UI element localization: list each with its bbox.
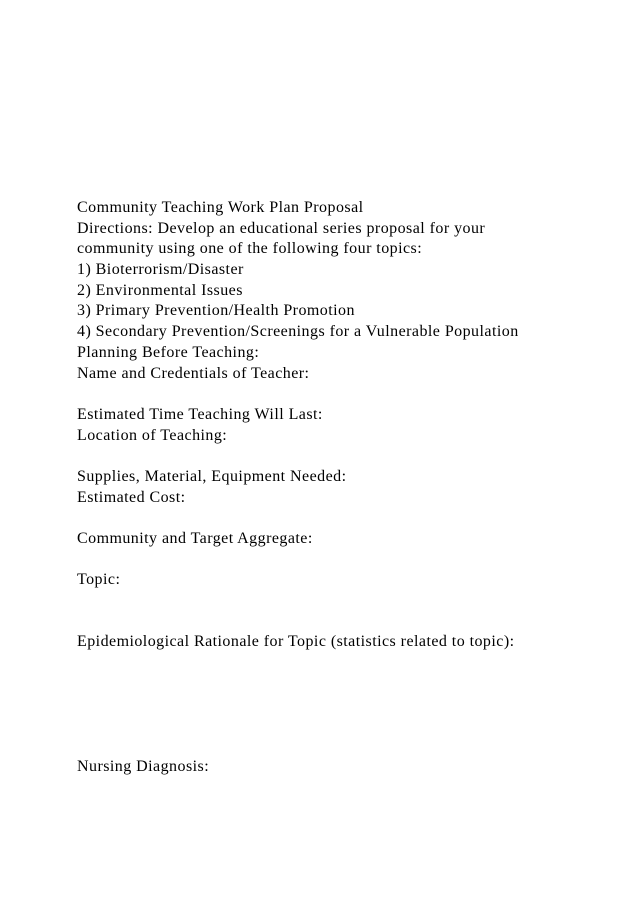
topic-option-3: 3) Primary Prevention/Health Promotion [77, 302, 355, 320]
spacer [77, 591, 617, 632]
document-body [77, 198, 617, 777]
field-cost-label: Estimated Cost: [77, 488, 186, 506]
directions-line-1: Directions: Develop an educational series proposal for your [77, 219, 486, 237]
field-community-label: Community and Target Aggregate: [77, 530, 313, 547]
spacer [77, 508, 617, 529]
field-time-label: Estimated Time Teaching Will Last: [77, 405, 323, 423]
field-nursing-diagnosis-label: Nursing Diagnosis: [77, 757, 210, 775]
spacer [77, 550, 617, 571]
spacer [77, 446, 617, 467]
field-supplies-label: Supplies, Material, Equipment Needed: [77, 467, 347, 485]
field-topic-label: Topic: [77, 571, 121, 589]
field-rationale-label: Epidemiological Rationale for Topic (statistics related to topic): [77, 633, 515, 651]
spacer [77, 653, 617, 757]
spacer [77, 384, 617, 405]
field-teacher-label: Name and Credentials of Teacher: [77, 364, 310, 382]
topic-option-4: 4) Secondary Prevention/Screenings for a Vulnerable Population [77, 323, 519, 341]
document-title: Community Teaching Work Plan Proposal [77, 199, 364, 216]
topic-option-2: 2) Environmental Issues [77, 281, 243, 299]
directions-line-2: community using one of the following four topics: [77, 240, 423, 258]
topic-option-1: 1) Bioterrorism/Disaster [77, 261, 244, 279]
planning-heading: Planning Before Teaching: [77, 343, 260, 361]
field-location-label: Location of Teaching: [77, 426, 228, 444]
